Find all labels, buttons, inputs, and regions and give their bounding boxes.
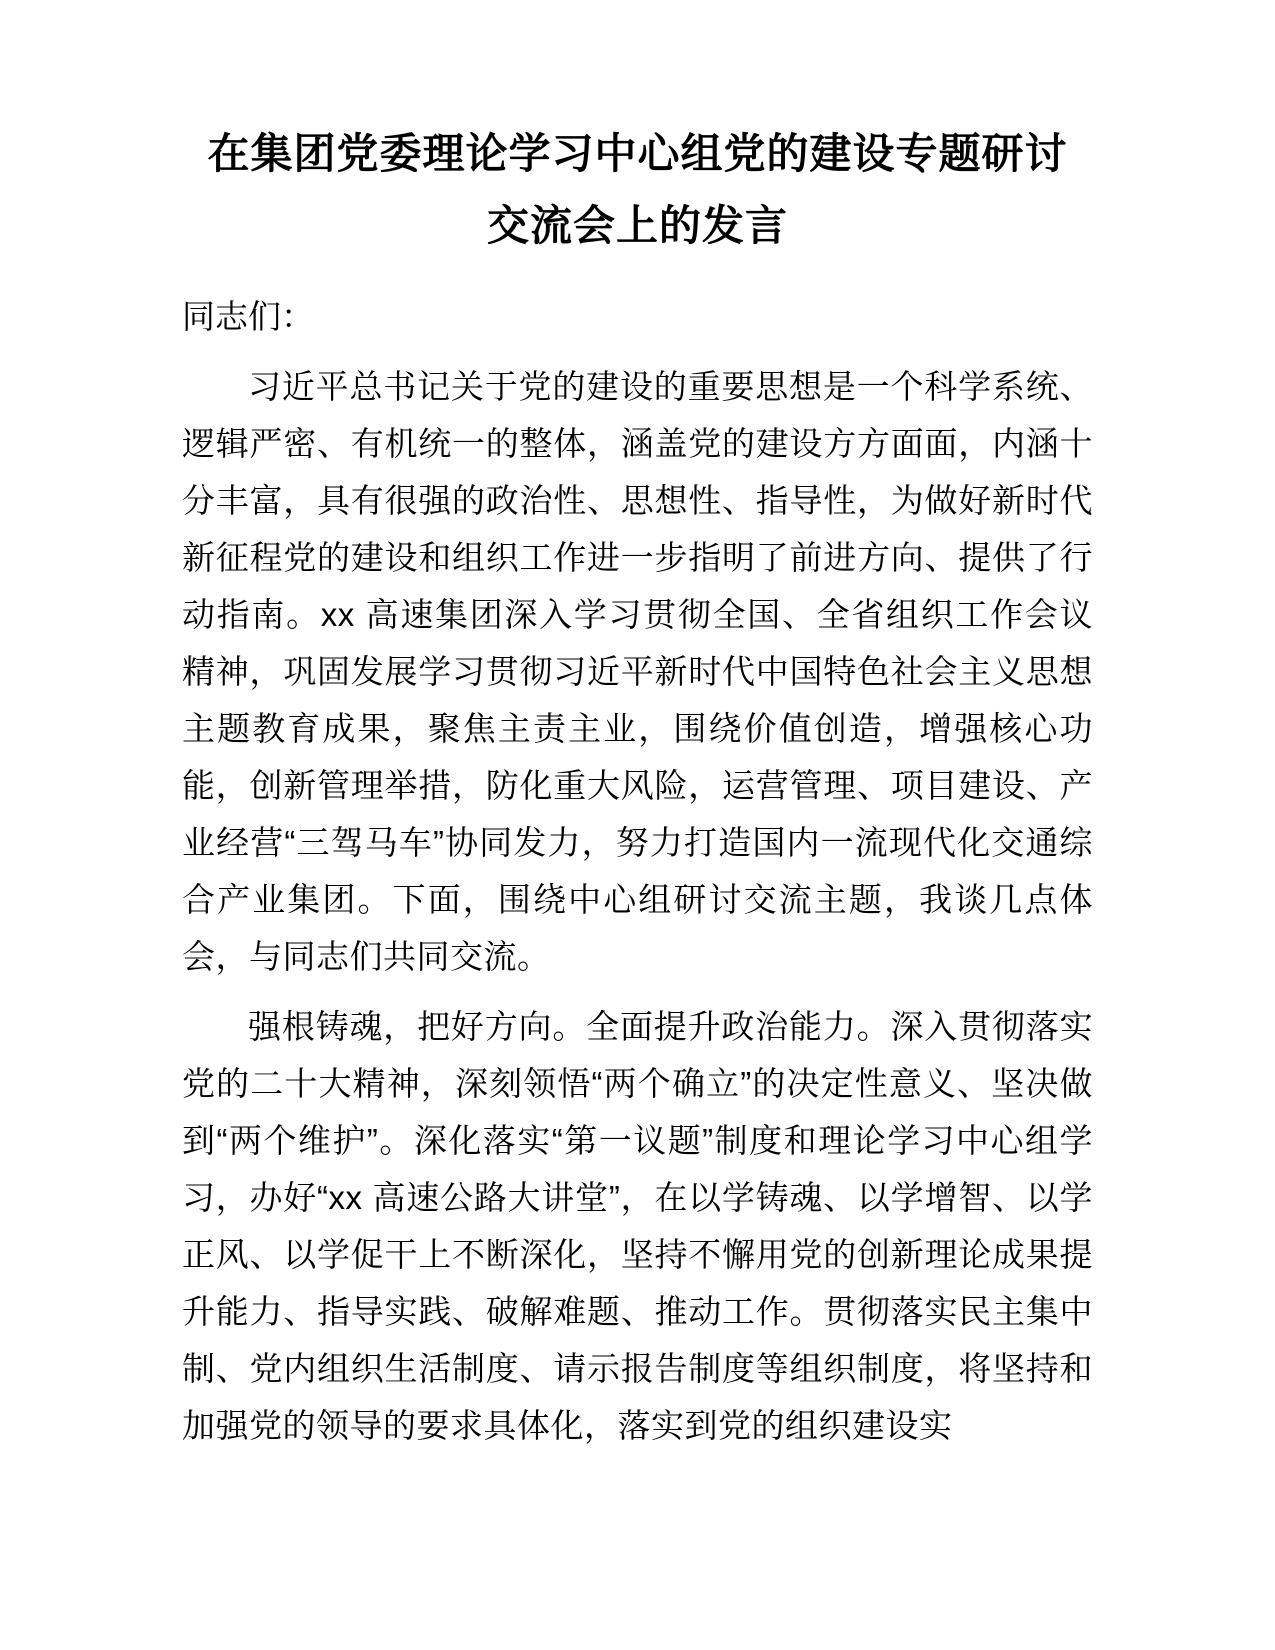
title-line-2: 交流会上的发言: [486, 202, 788, 249]
title-line-1: 在集团党委理论学习中心组党的建设专题研讨: [207, 130, 1068, 177]
salutation: 同志们：: [182, 298, 314, 335]
paragraph-2: 强根铸魂，把好方向。全面提升政治能力。深入贯彻落实党的二十大精神，深刻领悟“两个确立”的决定性意义、坚决做到“两个维护”。深化落实“第一议题”制度和理论学习中心组学习，办好“xx 高速公路大讲堂”，在以学铸魂、以学增智、以学正风、以学促干上不断深化，坚持不懈用党的创新理论成果提升能力、指导实践、破解难题、推动工作。贯彻落实民主集中制、党内组织生活制度、请示报告制度等组织制度，将坚持和加强党的领导的要求具体化，落实到党的组织建设实: [182, 1008, 1093, 1444]
paragraph-1: 习近平总书记关于党的建设的重要思想是一个科学系统、逻辑严密、有机统一的整体，涵盖党的建设方方面面，内涵十分丰富，具有很强的政治性、思想性、指导性，为做好新时代新征程党的建设和组织工作进一步指明了前进方向、提供了行动指南。xx 高速集团深入学习贯彻全国、全省组织工作会议精神，巩固发展学习贯彻习近平新时代中国特色社会主义思想主题教育成果，聚焦主责主业，围绕价值创造，增强核心功能，创新管理举措，防化重大风险，运营管理、项目建设、产业经营“三驾马车”协同发力，努力打造国内一流现代化交通综合产业集团。下面，围绕中心组研讨交流主题，我谈几点体会，与同志们共同交流。: [182, 368, 1093, 975]
document-title: [182, 118, 1093, 262]
